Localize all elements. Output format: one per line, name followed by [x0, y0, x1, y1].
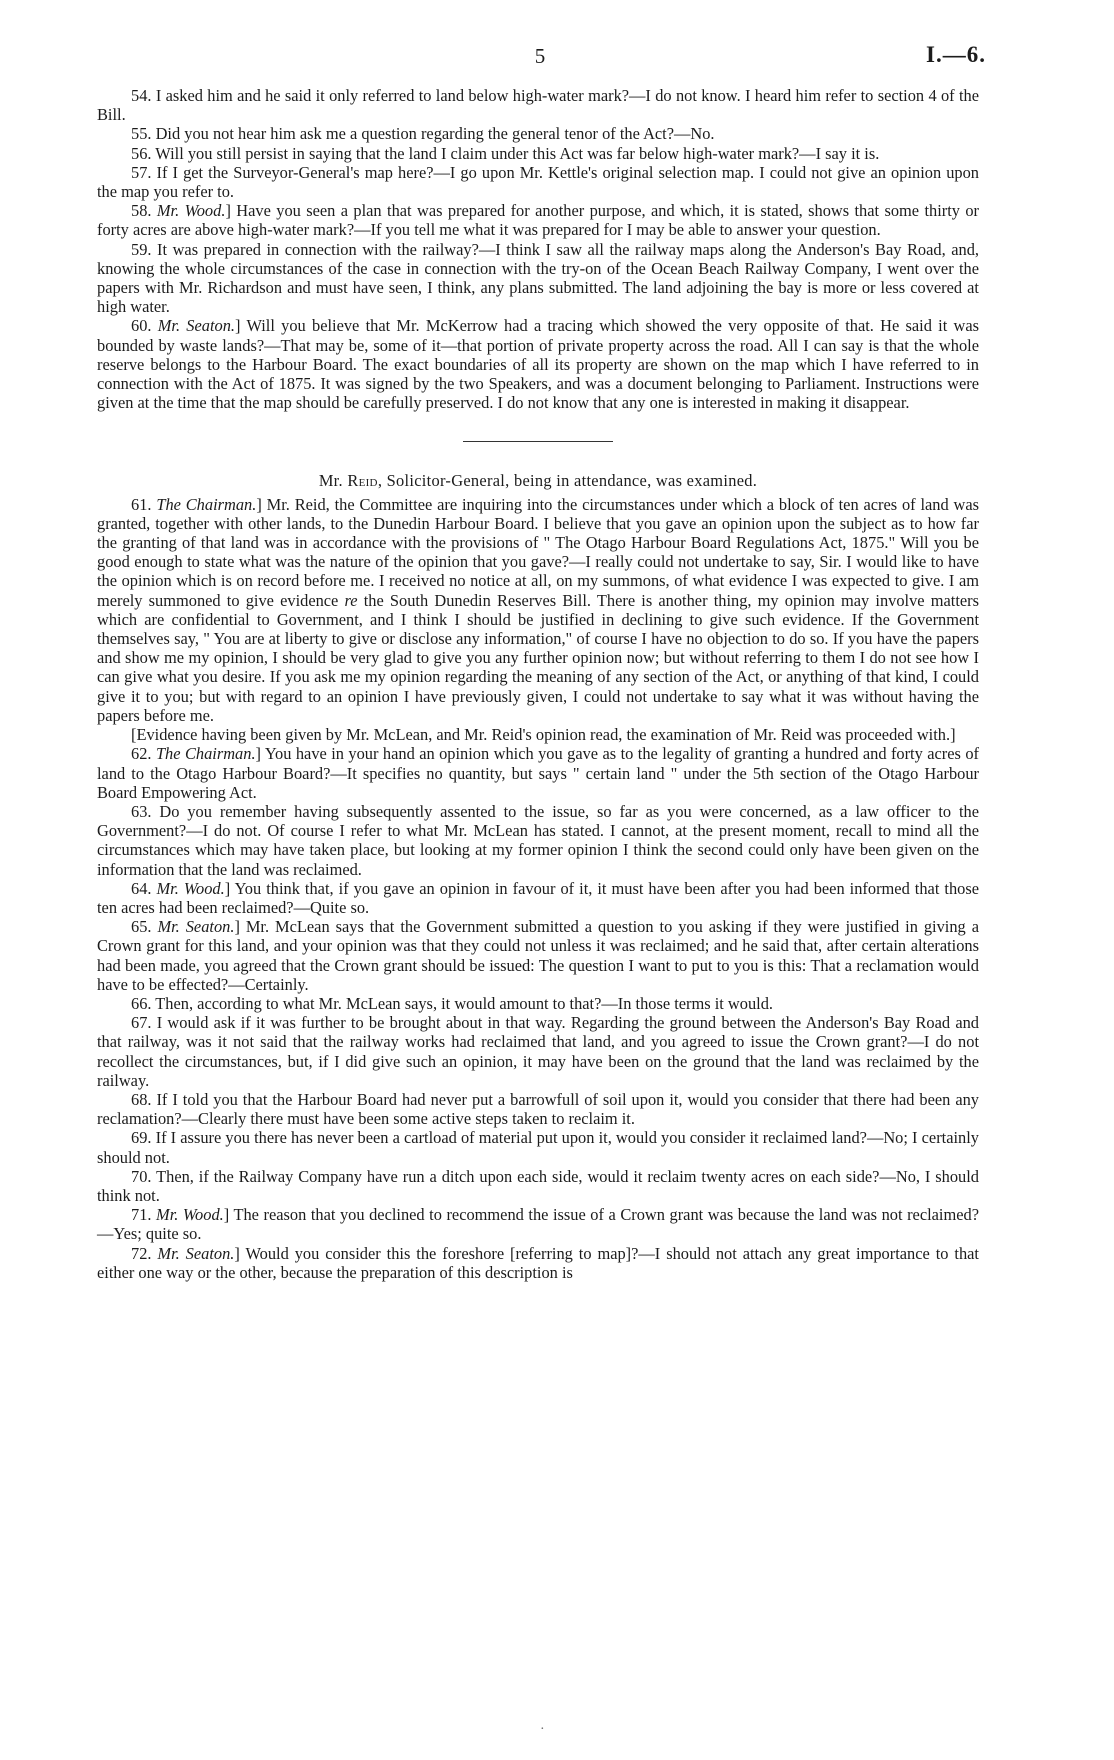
qa-paragraph: 67. I would ask if it was further to be brought about in that way. Regarding the ground between the Anderson's Bay Road and that railway, was it not said that the railway works had reclaimed that land, and you agreed to issue the Crown grant?—I do not recollect the circumstances, but, if I did give such an opinion, it may have been on the ground that the land was reclaimed by the railway. [97, 1013, 979, 1090]
question-number: 61. [131, 494, 157, 514]
qa-paragraph: 57. If I get the Surveyor-General's map here?—I go upon Mr. Kettle's original selection map. I could not give an opinion upon the map you refer to. [97, 162, 979, 202]
qa-paragraph [97, 495, 979, 725]
qa-text: ] Mr. McLean says that the Government submitted a question to you asking if they were justified in giving a Crown grant for this land, and your opinion was that they could not unless it was reclaimed; and he said that, after certain alterations had been made, you agreed that the Crown grant should be issued: The question I want to put to you is this: That a reclamation would have to be effected?—Certainly. [97, 917, 979, 994]
qa-paragraph [97, 316, 979, 412]
question-number: 71. [131, 1205, 157, 1225]
speaker-name: Mr. Wood. [156, 878, 225, 898]
witness-heading [97, 471, 979, 490]
question-number: 58. [131, 201, 157, 221]
qa-text: ] Have you seen a plan that was prepared for another purpose, and which, it is stated, shows that some thirty or forty acres are above high-water mark?—If you tell me what it was prepared for I may be able to answer your question. [97, 201, 979, 240]
qa-paragraph [97, 1205, 979, 1243]
bracket-note: [Evidence having been given by Mr. McLean, and Mr. Reid's opinion read, the examination of Mr. Reid was proceeded with.] [131, 725, 956, 745]
speaker-name: The Chairman. [156, 494, 257, 514]
re-word: re [344, 590, 358, 610]
qa-text: ] The reason that you declined to recommend the issue of a Crown grant was because the land was not reclaimed?—Yes; quite so. [97, 1205, 979, 1244]
qa-text: ] Will you believe that Mr. McKerrow had a tracing which showed the very opposite of that. He said it was bounded by waste lands?—That may be, some of it—that portion of private property across the road. All I can say is that the whole reserve belongs to the Harbour Board. The exact boundaries of all its property are shown on the map which I have referred to in connection with the Act of 1875. It was signed by the two Speakers, and was a document belonging to Parliament. Instructions were given at the time that the map should be carefully preserved. I do not know that any one is interested in making it disappear. [97, 316, 979, 413]
question-number: 62. [131, 744, 156, 764]
heading-prefix: Mr. [318, 471, 348, 491]
qa-paragraph [97, 201, 979, 239]
page-number: 5 [534, 44, 546, 68]
qa-paragraph: 56. Will you still persist in saying that the land I claim under this Act was far below high-water mark?—I say it is. [131, 143, 880, 163]
speaker-name: Mr. Seaton. [157, 917, 235, 937]
scan-speck: · [540, 1722, 545, 1737]
qa-paragraph: 70. Then, if the Railway Company have run a ditch upon each side, would it reclaim twenty acres on each side?—No, I should think not. [97, 1166, 979, 1205]
heading-suffix: , Solicitor-General, being in attendance, was examined. [377, 471, 758, 491]
page-code: I.—6. [926, 42, 986, 67]
question-number: 65. [131, 917, 158, 937]
qa-paragraph: 69. If I assure you there has never been a cartload of material put upon it, would you consider it reclaimed land?—No; I certainly should not. [97, 1128, 979, 1167]
section-divider [463, 441, 613, 442]
speaker-name: Mr. Seaton. [157, 316, 236, 336]
witness-name: Reid [347, 471, 378, 491]
qa-text: ] Would you consider this the foreshore [referring to map]?—I should not attach any great importance to that either one way or the other, because the preparation of this description is [97, 1243, 979, 1282]
qa-paragraph: 59. It was prepared in connection with the railway?—I think I saw all the railway maps along the Anderson's Bay Road, and, knowing the whole circumstances of the case in connection with the try-on of the Ocean Beach Railway Company, I went over the papers with Mr. Richardson and must have seen, I think, any plans submitted. The land adjoining the bay is more or less covered at high water. [97, 239, 979, 317]
qa-text: ] Mr. Reid, the Committee are inquiring into the circumstances under which a block of ten acres of land was granted, together with other lands, to the Dunedin Harbour Board. I believe that you gave an opinion upon the subject as to how far the granting of that land was in accordance with the provisions of " The Otago Harbour Board Regulations Act, 1875." Will you be good enough to state what was the nature of the opinion that you gave?—I really could not undertake to say, Sir. I would like to have the opinion which is on record before me. I received no notice at all, on my summons, of what evidence I was expected to give. I am merely summoned to give evidence [97, 494, 980, 610]
qa-paragraph: 68. If I told you that the Harbour Board had never put a barrowfull of soil upon it, would you consider that there had been any reclamation?—Clearly there must have been some active steps taken to reclaim it. [97, 1089, 979, 1129]
qa-text: ] You have in your hand an opinion which you gave as to the legality of granting a hundred and forty acres of land to the Otago Harbour Board?—It specifies no quantity, but says " certain land " under the 5th section of the Otago Harbour Board Empowering Act. [97, 744, 979, 802]
speaker-name: The Chairman. [155, 744, 256, 764]
qa-text: ] You think that, if you gave an opinion in favour of it, it must have been after you had been informed that those ten acres had been reclaimed?—Quite so. [97, 878, 980, 917]
document-body [97, 86, 979, 1282]
question-number: 64. [131, 878, 157, 898]
qa-paragraph [97, 1244, 979, 1282]
question-number: 60. [131, 316, 158, 336]
qa-paragraph: 54. I asked him and he said it only referred to land below high-water mark?—I do not know. I heard him refer to section 4 of the Bill. [97, 86, 979, 125]
speaker-name: Mr. Seaton. [157, 1243, 235, 1263]
qa-paragraph [97, 744, 979, 802]
speaker-name: Mr. Wood. [156, 1205, 224, 1225]
qa-paragraph: 66. Then, according to what Mr. McLean says, it would amount to that?—In those terms it would. [131, 993, 774, 1013]
qa-paragraph: 55. Did you not hear him ask me a question regarding the general tenor of the Act?—No. [131, 124, 715, 144]
qa-paragraph [97, 879, 979, 917]
qa-text: the South Dunedin Reserves Bill. There is another thing, my opinion may involve matters which are confidential to Government, and I think I should be justified in declining to give such evidence. If the Government themselves say, " You are at liberty to give or disclose any information," of course I have no objection to do so. If you have the papers and show me my opinion, I should be very glad to give you any further opinion now; but without referring to them I do not see how I can give what you desire. If you ask me my opinion regarding the meaning of any section of the Act, or anything of that kind, I could give it to you; but with regard to an opinion I have previously given, I could not undertake to say what it was without having the papers before me. [97, 590, 979, 725]
qa-paragraph [97, 917, 979, 994]
question-number: 72. [131, 1243, 158, 1263]
qa-paragraph: 63. Do you remember having subsequently assented to the issue, so far as you were concerned, as a law officer to the Government?—I do not. Of course I refer to what Mr. McLean has stated. I cannot, at the present moment, recall to mind all the circumstances which may have taken place, but looking at my former opinion I think the second could only have been given on the information that the land was reclaimed. [97, 801, 979, 879]
speaker-name: Mr. Wood. [156, 201, 226, 221]
